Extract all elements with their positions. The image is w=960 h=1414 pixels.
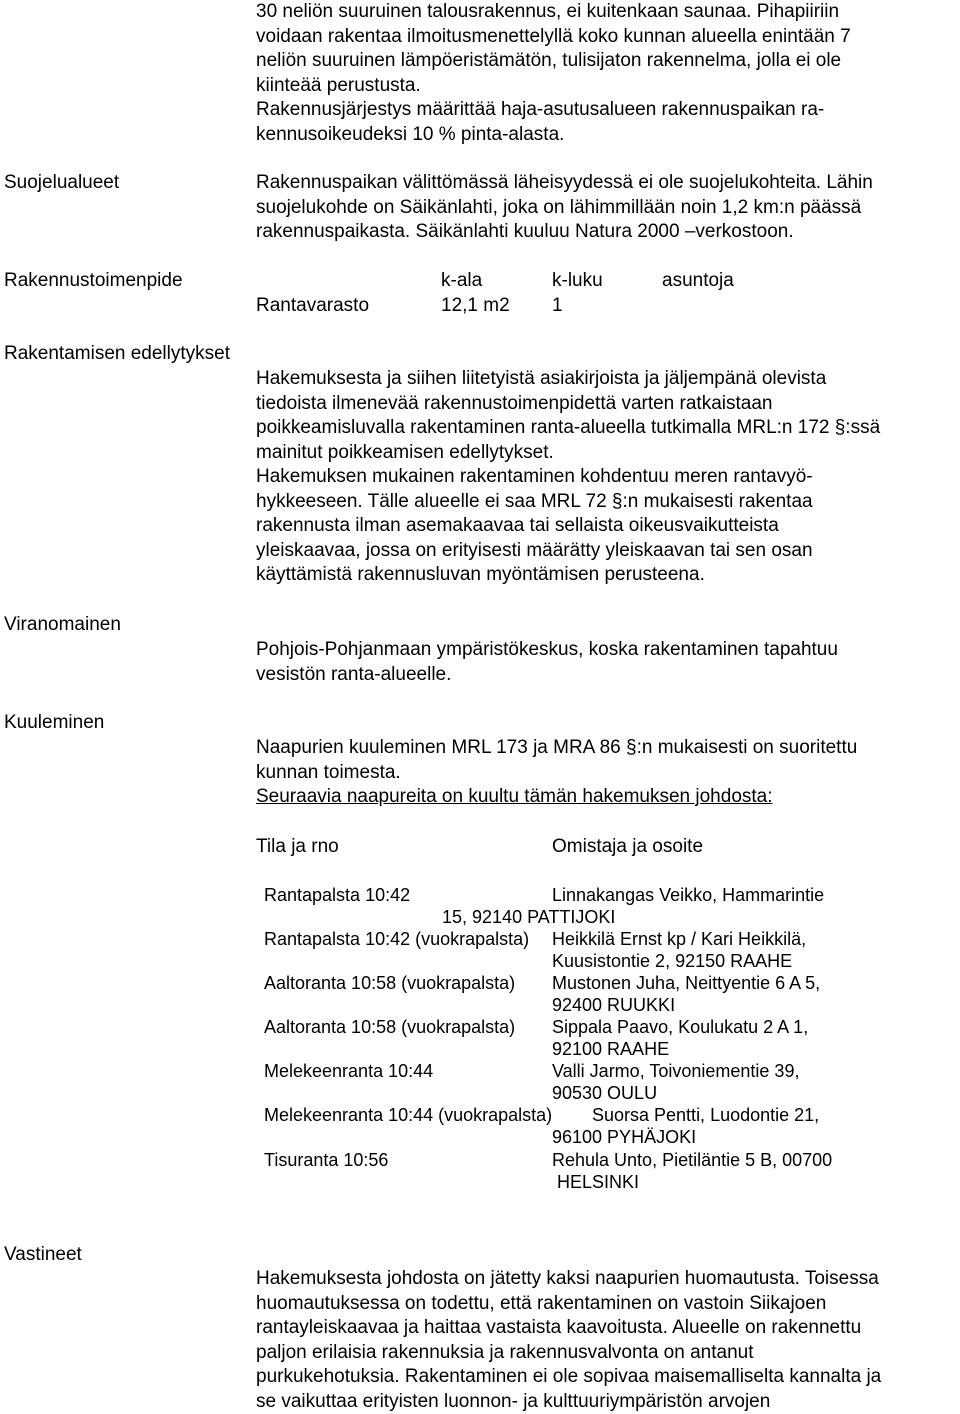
neighbor-address: 15, 92140 PATTIJOKI (442, 907, 616, 927)
neighbor-owner: Suorsa Pentti, Luodontie 21, (592, 1105, 820, 1125)
text-line: rakennuspaikasta. Säikänlahti kuuluu Natura 2000 –verkostoon. (256, 221, 794, 242)
neighbor-owner: Linnakangas Veikko, Hammarintie (552, 885, 825, 905)
neighbor-owner: Valli Jarmo, Toivoniementie 39, (552, 1061, 800, 1081)
neighbor-address: 96100 PYHÄJOKI (552, 1127, 697, 1147)
text-line: huomautuksessa on todettu, että rakentaminen on vastoin Siikajoen (256, 1292, 827, 1314)
text-line: neliön suuruinen lämpöeristämätön, tulisijaton rakennelma, jolla ei ole (256, 50, 842, 71)
header-kluku: k-luku (552, 270, 603, 291)
section-label-kuuleminen: Kuuleminen (4, 712, 105, 733)
text-line: paljon erilaisia rakennuksia ja rakennusvalvonta on antanut (256, 1341, 754, 1363)
neighbor-tila: Melekeenranta 10:44 (vuokrapalsta) (264, 1105, 553, 1125)
section-label-vastineet: Vastineet (4, 1244, 82, 1265)
section-label-edellytykset: Rakentamisen edellytykset (4, 343, 230, 364)
column-header-tila: Tila ja rno (256, 836, 339, 857)
text-line: Hakemuksen mukainen rakentaminen kohdentuu meren rantavyö- (256, 466, 813, 487)
row-kala: 12,1 m2 (441, 295, 510, 316)
text-line: tiedoista ilmenevää rakennustoimenpidettä varten ratkaistaan (256, 392, 773, 414)
text-line: Naapurien kuuleminen MRL 173 ja MRA 86 §:n mukaisesti on suoritettu (256, 737, 858, 758)
text-line: yleiskaavaa, jossa on erityisesti määrätty yleiskaavan tai sen osan (256, 539, 813, 561)
text-line: käyttämistä rakennusluvan myöntämisen perusteena. (256, 564, 705, 585)
section-label-rakennustoimenpide: Rakennustoimenpide (4, 270, 183, 291)
row-name: Rantavarasto (256, 295, 370, 316)
header-kala: k-ala (441, 270, 483, 291)
neighbor-address: HELSINKI (552, 1172, 640, 1192)
text-line: Hakemuksesta johdosta on jätetty kaksi naapurien huomautusta. Toisessa (256, 1268, 879, 1289)
neighbor-tila: Rantapalsta 10:42 (264, 885, 411, 905)
text-line: purkukehotuksia. Rakentaminen ei ole sopivaa maisemalliselta kannalta ja (256, 1366, 882, 1387)
text-line: hykkeeseen. Tälle alueelle ei saa MRL 72 §:n mukaisesti rakentaa (256, 490, 813, 512)
neighbor-tila: Tisuranta 10:56 (264, 1150, 389, 1170)
neighbor-tila: Melekeenranta 10:44 (264, 1061, 434, 1081)
text-line: Hakemuksesta ja siihen liitetyistä asiakirjoista ja jäljempänä olevista (256, 368, 827, 389)
text-line: se vaikuttaa erityisten luonnon- ja kulttuuriympäristön arvojen (256, 1390, 771, 1412)
text-line: kiinteää perustusta. (256, 74, 421, 96)
neighbor-tila: Aaltoranta 10:58 (vuokrapalsta) (264, 1017, 516, 1037)
neighbor-address: 90530 OULU (552, 1083, 658, 1103)
row-kluku: 1 (552, 295, 563, 316)
neighbor-address: 92400 RUUKKI (552, 995, 676, 1015)
text-line: kennusoikeudeksi 10 % pinta-alasta. (256, 123, 565, 145)
neighbor-owner: Sippala Paavo, Koulukatu 2 A 1, (552, 1017, 809, 1037)
text-line: poikkeamisluvalla rakentaminen ranta-alueella tutkimalla MRL:n 172 §:ssä (256, 417, 881, 438)
neighbor-address: Kuusistontie 2, 92150 RAAHE (552, 951, 793, 971)
neighbor-owner: Rehula Unto, Pietiläntie 5 B, 00700 (552, 1150, 833, 1170)
neighbor-owner: Mustonen Juha, Neittyentie 6 A 5, (552, 973, 821, 993)
text-line: rantayleiskaavaa ja haittaa vastaista kaavoitusta. Alueelle on rakennettu (256, 1317, 862, 1338)
vastineet-text (256, 1267, 881, 1414)
section-label-suojelualueet: Suojelualueet (4, 172, 120, 193)
section-label-viranomainen: Viranomainen (4, 614, 121, 635)
top-paragraph (256, 0, 851, 147)
kuuleminen-text (256, 736, 857, 810)
neighbor-address: 92100 RAAHE (552, 1039, 670, 1059)
column-header-omistaja: Omistaja ja osoite (552, 836, 704, 857)
text-line: Seuraavia naapureita on kuultu tämän hakemuksen johdosta: (256, 786, 773, 807)
suojelualueet-text (256, 171, 873, 245)
neighbor-tila: Rantapalsta 10:42 (vuokrapalsta) (264, 929, 530, 949)
text-line: Rakennusjärjestys määrittää haja-asutusalueen rakennuspaikan ra- (256, 99, 825, 120)
text-line: rakennusta ilman asemakaavaa tai sellaista oikeusvaikutteista (256, 515, 779, 536)
text-line: mainitut poikkeamisen edellytykset. (256, 441, 554, 463)
text-line: vesistön ranta-alueelle. (256, 663, 452, 685)
neighbor-owner: Heikkilä Ernst kp / Kari Heikkilä, (552, 929, 807, 949)
edellytykset-text (256, 367, 880, 588)
text-line: suojelukohde on Säikänlahti, joka on lähimmillään noin 1,2 km:n päässä (256, 196, 862, 218)
text-line: Pohjois-Pohjanmaan ympäristökeskus, koska rakentaminen tapahtuu (256, 639, 838, 660)
viranomainen-text (256, 638, 838, 687)
text-line: 30 neliön suuruinen talousrakennus, ei kuitenkaan saunaa. Pihapiiriin (256, 1, 840, 22)
text-line: kunnan toimesta. (256, 761, 401, 783)
header-asuntoja: asuntoja (662, 270, 734, 291)
neighbor-tila: Aaltoranta 10:58 (vuokrapalsta) (264, 973, 516, 993)
text-line: Rakennuspaikan välittömässä läheisyydessä ei ole suojelukohteita. Lähin (256, 172, 873, 193)
text-line: voidaan rakentaa ilmoitusmenettelyllä koko kunnan alueella enintään 7 (256, 25, 851, 47)
